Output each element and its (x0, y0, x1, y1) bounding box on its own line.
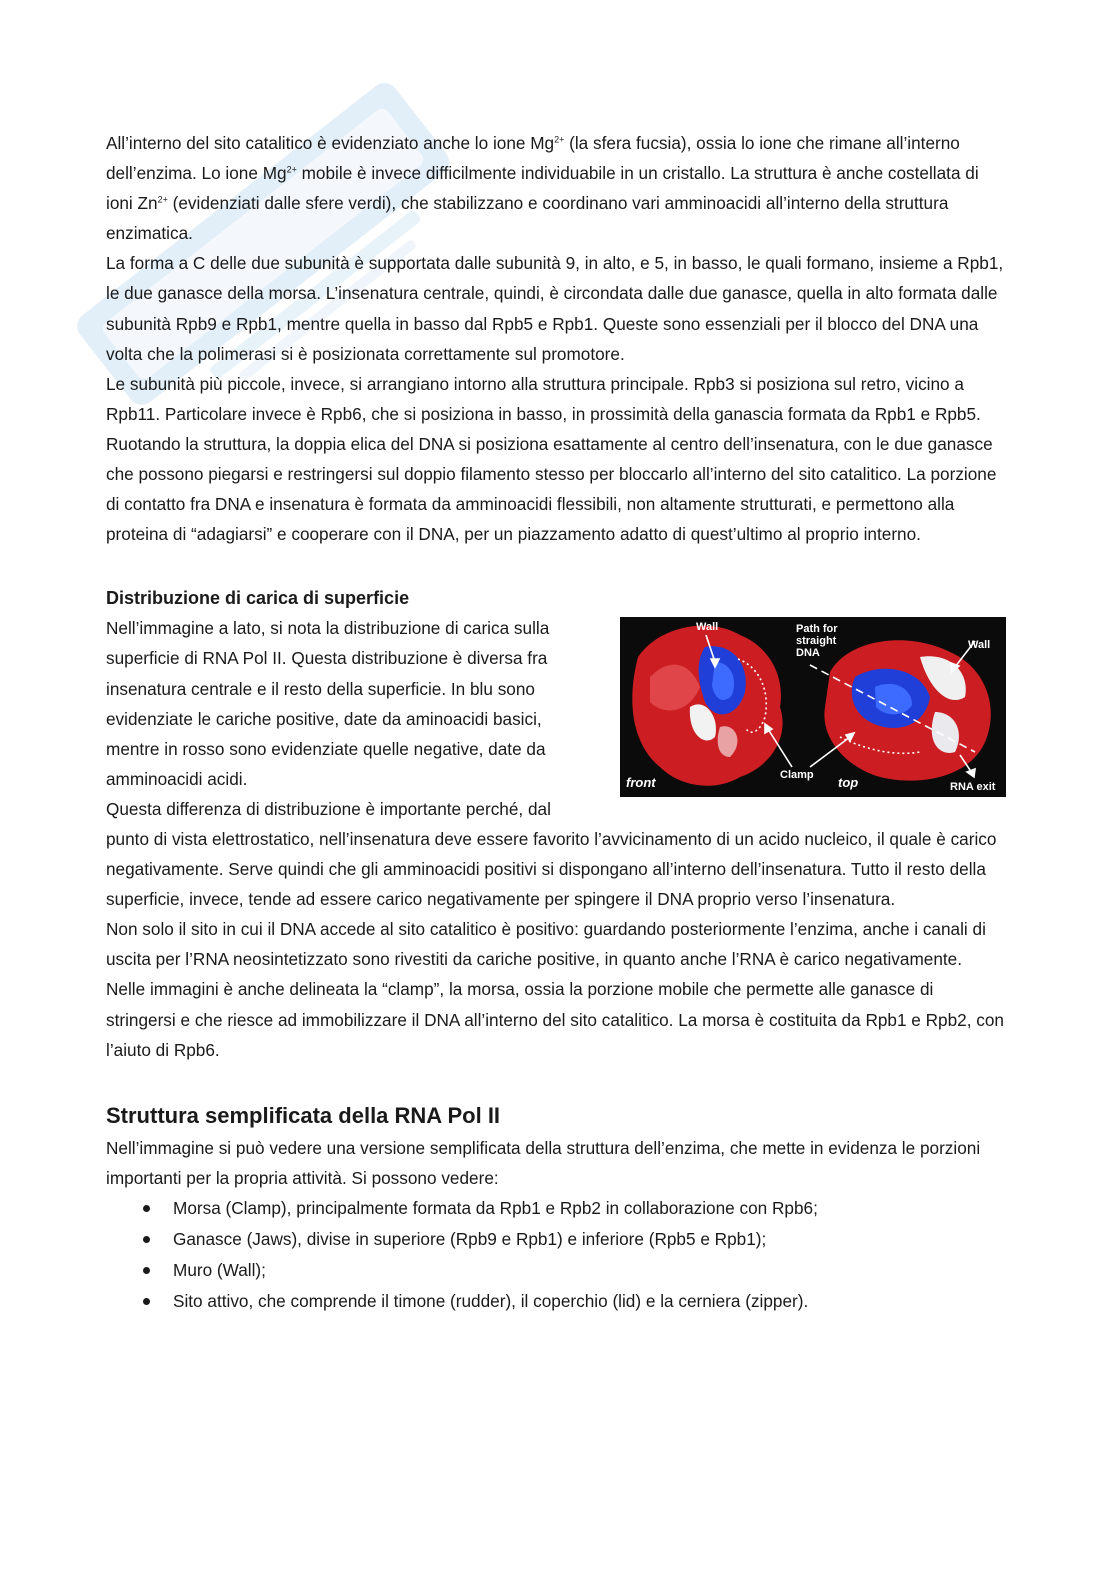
paragraph-structure-intro: Nell’immagine si può vedere una versione semplificata della struttura dell’enzima, che mette in evidenza le porzioni importanti per la propria attività. Si possono vedere: (106, 1137, 981, 1188)
superscript: 2+ (157, 194, 168, 205)
superscript: 2+ (554, 134, 565, 145)
list-item-clamp: Morsa (Clamp), principalmente formata da Rpb1 e Rpb2 in collaborazione con Rpb6; (106, 1193, 1006, 1224)
label-rna-exit: RNA exit (950, 781, 996, 794)
document-body (106, 128, 1006, 1317)
structure-parts-list (106, 1193, 1006, 1317)
superscript: 2+ (286, 164, 297, 175)
front-view-protein (632, 626, 782, 786)
paragraph-charge-image: Nell’immagine a lato, si nota la distribuzione di carica sulla superficie di RNA Pol II. Questa distribuzione è diversa fra insenatura centrale e il resto della superficie. In blu sono evidenziate le cariche positive, date da aminoacidi basici, mentre in rosso sono evidenziate quelle negative, date da amminoacidi acidi. (106, 618, 550, 789)
paragraph-clamp: Nelle immagini è anche delineata la “clamp”, la morsa, ossia la porzione mobile che permette alle ganasce di stringersi e che riesce ad immobilizzare il DNA all’interno del sito catalitico. La morsa è costituita da Rpb1 e Rpb2, con l’aiuto di Rpb6. (106, 979, 1004, 1060)
text-span: mobile è invece difficilmente individuabile in un cristallo. La struttura è anche costellata di ioni Zn (106, 163, 979, 214)
top-view-protein (824, 641, 990, 781)
label-wall-right: Wall (968, 639, 991, 652)
paragraph-small-subunits: Le subunità più piccole, invece, si arrangiano intorno alla struttura principale. Rpb3 si posiziona sul retro, vicino a Rpb11. Particolare invece è Rpb6, che si posiziona in basso, in prossimità della ganascia formata da Rpb1 e Rpb5. (106, 373, 981, 424)
heading-simplified-structure: Struttura semplificata della RNA Pol II (106, 1102, 501, 1128)
list-item-jaws: Ganasce (Jaws), divise in superiore (Rpb9 e Rpb1) e inferiore (Rpb5 e Rpb1); (106, 1224, 1006, 1255)
heading-charge-distribution: Distribuzione di carica di superficie (106, 588, 410, 609)
text-span: All’interno del sito catalitico è evidenziato anche lo ione Mg (106, 133, 555, 153)
paragraph-charge-difference: Questa differenza di distribuzione è importante perché, dal punto di vista elettrostatico, nell’insenatura deve essere favorito l’avvicinamento di un acido nucleico, il quale è carico negativamente. Serve quindi che gli amminoacidi positivi si dispongano all’interno dell’insenatura. Tutto il resto della superficie, invece, tende ad essere carico negativamente per spingere il DNA proprio verso l’insenatura. (106, 798, 997, 910)
label-top: top (838, 775, 859, 791)
label-path-straight-dna: Path for straight DNA (796, 623, 838, 660)
text-span: (la sfera fucsia), ossia lo ione che rimane all’interno dell’enzima. Lo ione Mg (106, 133, 960, 184)
paragraph-rna-exit: Non solo il sito in cui il DNA accede al sito catalitico è positivo: guardando posteriormente l’enzima, anche i canali di uscita per l’RNA neosintetizzato sono rivestiti da cariche positive, in quanto anche l’RNA è carico negativamente. (106, 919, 986, 970)
text-span: (evidenziati dalle sfere verdi), che stabilizzano e coordinano vari amminoacidi all’interno della struttura enzimatica. (106, 193, 949, 244)
label-front: front (626, 775, 656, 791)
paragraph-dna-rotation: Ruotando la struttura, la doppia elica del DNA si posiziona esattamente al centro dell’insenatura, con le due ganasce che possono piegarsi e restringersi sul doppio filamento stesso per bloccarlo all’interno del sito catalitico. La porzione di contatto fra DNA e insenatura è formata da amminoacidi flessibili, non altamente strutturati, e permettono alla proteina di “adagiarsi” e cooperare con il DNA, per un piazzamento adatto di quest’ultimo al proprio interno. (106, 433, 997, 545)
list-item-active-site: Sito attivo, che comprende il timone (rudder), il coperchio (lid) e la cerniera (zipper). (106, 1286, 1006, 1317)
paragraph-mg-ion (106, 128, 1006, 248)
charge-distribution-figure (620, 617, 1006, 797)
label-wall-left: Wall (696, 621, 719, 634)
label-clamp: Clamp (780, 769, 814, 782)
paragraph-c-shape: La forma a C delle due subunità è supportata dalle subunità 9, in alto, e 5, in basso, le quali formano, insieme a Rpb1, le due ganasce della morsa. L’insenatura centrale, quindi, è circondata dalle due ganasce, quella in alto formata dalle subunità Rpb9 e Rpb1, mentre quella in basso dal Rpb5 e Rpb1. Queste sono essenziali per il blocco del DNA una volta che la polimerasi si è posizionata correttamente sul promotore. (106, 253, 1004, 364)
list-item-wall: Muro (Wall); (106, 1255, 1006, 1286)
